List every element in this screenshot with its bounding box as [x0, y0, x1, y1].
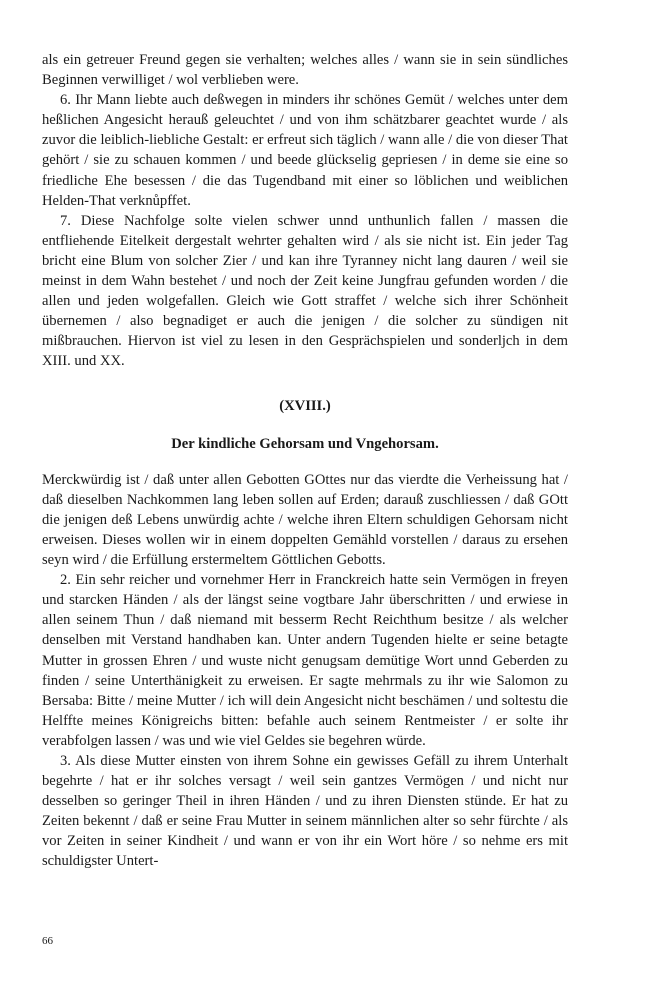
section-number: (XVIII.) [279, 397, 331, 414]
section-title: Der kindliche Gehorsam und Vngehorsam. [171, 435, 439, 452]
page-number: 66 [42, 935, 53, 947]
paragraph-1: Merckwürdig ist / daß unter allen Gebotten GOttes nur das vierdte die Verheissung hat / daß dieselben Nachkommen lang leben sollen auf Erden; darauß zuschliessen / daß GOtt die jenigen deß Lebens unwürdig achte / welche ihren Eltern schuldigen Gehorsam nicht erweisen. Dieses wollen wir in einem doppelten Gemähld vorstellen / daraus zu ersehen seyn wird / die Erfüllung erstermeltem Göttlichen Gebotts. [42, 471, 568, 569]
paragraph-2: 2. Ein sehr reicher und vornehmer Herr in Franckreich hatte sein Vermögen in freyen und starcken Händen / als der längst seine vogtbare Jahr überschritten / und erwiese in allen seinem Thun / daß niemand mit besserm Recht Reichthum besitze / als welcher denselben mit Verstand handhaben kan. Unter andern Tugenden hielte er seine betagte Mutter in grossen Ehren / und wuste nicht genugsam demütige Wort unnd Geberden zu finden / seine Unterthänigkeit zu erweisen. Er sagte mehrmals zu ihr wie Salomon zu Bersaba: Bitte / meine Mutter / ich will dein Angesicht nicht beschämen / und soltestu die Helffte meines Königreichs bitten: befahle auch seinem Rentmeister / er solte ihr verabfolgen lassen / was und wie viel Geldes sie begehren würde. [42, 572, 568, 749]
paragraph-6: 6. Ihr Mann liebte auch deßwegen in minders ihr schönes Gemüt / welches unter dem heßlichen Angesicht herauß geleuchtet / und von ihm schätzbarer geachtet wurde / als zuvor die leiblich-liebliche Gestalt: er erfreut sich täglich / wann alle / die von dieser That gehört / sie zu schauen kommen / und beede glückselig gepriesen / in deme sie eine so friedliche Ehe besessen / die das Tugendband mit einer so löblichen und weiblichen Helden-That verknůpffet. [42, 92, 568, 209]
paragraph-3: 3. Als diese Mutter einsten von ihrem Sohne ein gewisses Gefäll zu ihrem Unterhalt begehrte / hat er ihr solches versagt / weil sein gantzes Vermögen / und nicht nur desselben so geringer Theil in ihren Händen / und zu ihren Diensten stünde. Er hat zu Zeiten bekennt / daß er seine Frau Mutter in seinem männlichen alter so sehr fürchte / als vor Zeiten in seiner Kindheit / und wann er von ihr ein Wort höre / so nehme ers mit schuldigster Untert- [42, 753, 568, 870]
paragraph-continuation: als ein getreuer Freund gegen sie verhalten; welches alles / wann sie in sein sündliches Beginnen verwilliget / wol verblieben were. [42, 52, 568, 89]
paragraph-7: 7. Diese Nachfolge solte vielen schwer unnd unthunlich fallen / massen die entfliehende Eitelkeit dergestalt wehrter gehalten wird / als sie nicht ist. Ein jeder Tag bricht eine Blum von solcher Zier / und kan ihre Tyranney nicht lang dauren / weil sie meinst in dem Wahn bestehet / und noch der Zeit keine Jungfrau gefunden worden / die allen und jeden wolgefallen. Gleich wie Gott straffet / welche sich ihrer Schönheit übernemen / also begnadiget er auch die jenigen / die solcher zu sündigen nit mißbrauchen. Hiervon ist viel zu lesen in den Gesprächspielen und sonderljch in dem XIII. und XX. [42, 212, 568, 370]
